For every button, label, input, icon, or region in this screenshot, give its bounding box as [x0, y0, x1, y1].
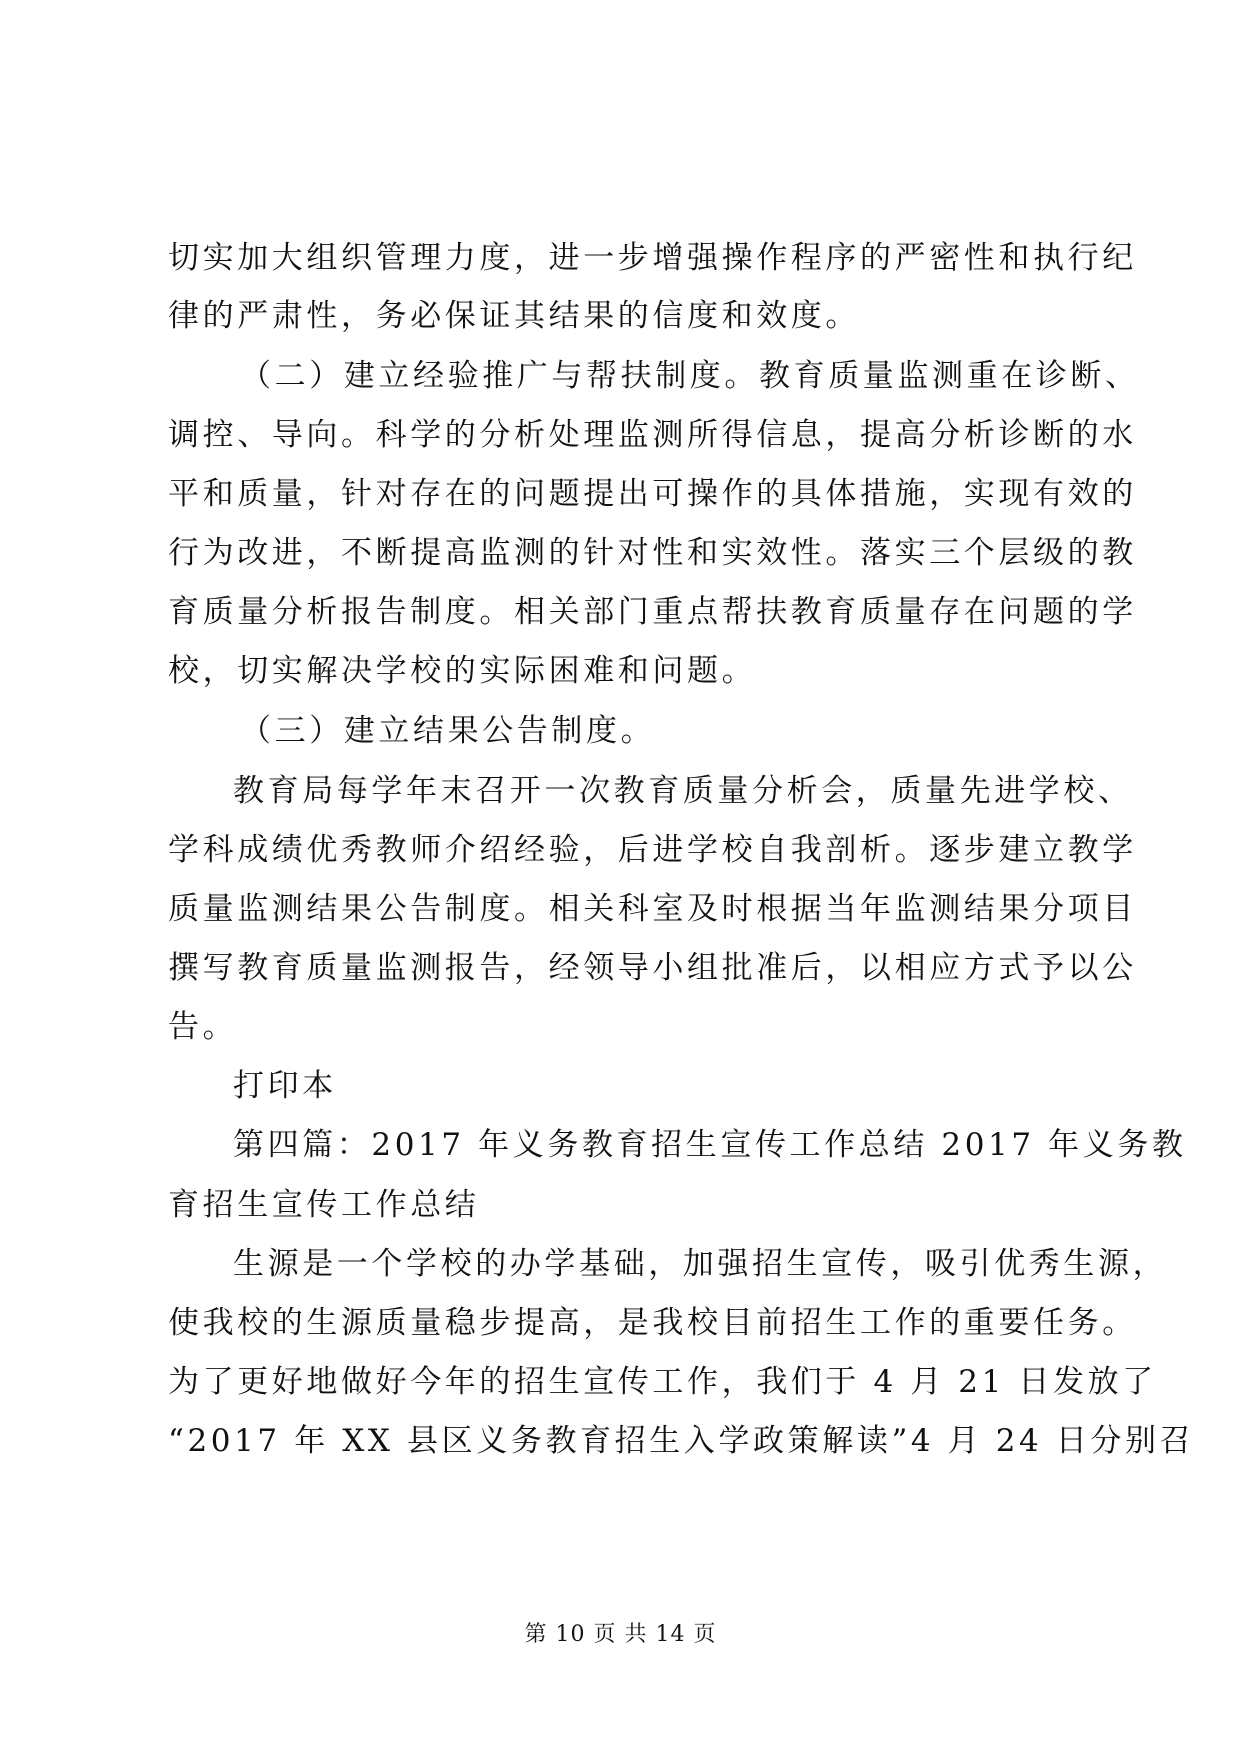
text-line: 律的严肃性，务必保证其结果的信度和效度。: [168, 298, 860, 334]
text-line: 使我校的生源质量稳步提高，是我校目前招生工作的重要任务。: [168, 1305, 1137, 1341]
text-line: 生源是一个学校的办学基础，加强招生宣传，吸引优秀生源，: [233, 1246, 1168, 1282]
chapter-heading: 第四篇：2017 年义务教育招生宣传工作总结 2017 年义务教: [233, 1127, 1187, 1163]
text-line: 校，切实解决学校的实际困难和问题。: [168, 653, 757, 689]
section-heading: （二）建立经验推广与帮扶制度。教育质量监测重在诊断、: [240, 358, 1140, 394]
text-line: 质量监测结果公告制度。相关科室及时根据当年监测结果分项目: [168, 891, 1137, 927]
text-line: 教育局每学年末召开一次教育质量分析会，质量先进学校、: [233, 773, 1133, 809]
text-line: 打印本: [233, 1068, 337, 1104]
page-number-footer: 第 10 页 共 14 页: [524, 1622, 717, 1647]
text-line: 撰写教育质量监测报告，经领导小组批准后，以相应方式予以公: [168, 950, 1137, 986]
text-line: “2017 年 XX 县区义务教育招生入学政策解读”4 月 24 日分别召: [168, 1423, 1195, 1459]
text-line: 平和质量，针对存在的问题提出可操作的具体措施，实现有效的: [168, 476, 1137, 512]
text-line: 行为改进，不断提高监测的针对性和实效性。落实三个层级的教: [168, 535, 1137, 571]
chapter-heading: 育招生宣传工作总结: [168, 1187, 480, 1223]
text-line: 学科成绩优秀教师介绍经验，后进学校自我剖析。逐步建立教学: [168, 832, 1137, 868]
text-line: 调控、导向。科学的分析处理监测所得信息，提高分析诊断的水: [168, 417, 1137, 453]
text-line: 告。: [168, 1009, 238, 1045]
section-heading: （三）建立结果公告制度。: [240, 713, 656, 749]
text-line: 切实加大组织管理力度，进一步增强操作程序的严密性和执行纪: [168, 240, 1137, 276]
text-line: 为了更好地做好今年的招生宣传工作，我们于 4 月 21 日发放了: [168, 1364, 1157, 1400]
text-line: 育质量分析报告制度。相关部门重点帮扶教育质量存在问题的学: [168, 594, 1137, 630]
